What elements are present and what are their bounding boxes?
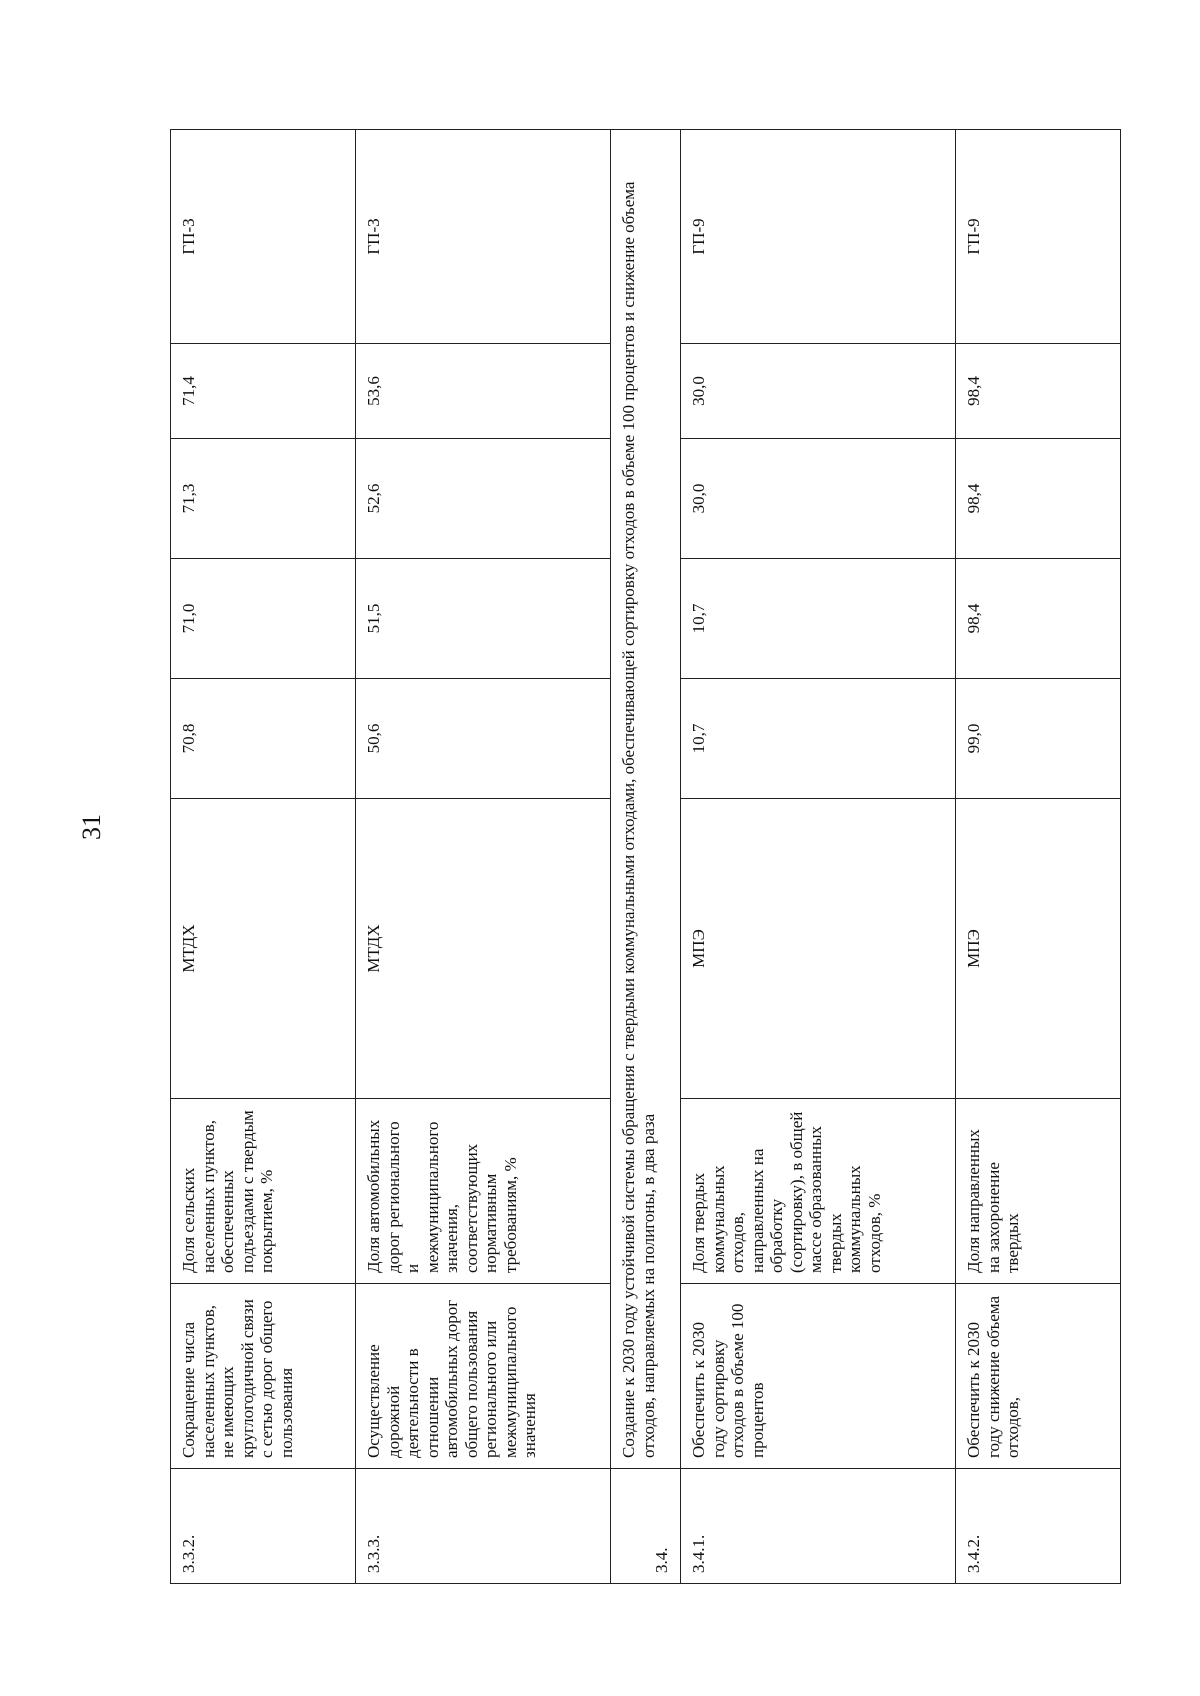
row-number: 3.4.: [611, 1469, 681, 1584]
task-cell: Обеспечить к 2030 году снижение объема отходов,: [956, 1284, 1121, 1469]
value-cell: 51,5: [356, 559, 611, 679]
org-cell: МТДХ: [171, 799, 356, 1099]
program-cell: ГП-9: [681, 130, 956, 344]
task-cell: Осуществление дорожной деятельности в отношении автомобильных дорог общего пользования регионального или межмуниципального значения: [356, 1284, 611, 1469]
org-cell: МТДХ: [356, 799, 611, 1099]
org-cell: МПЭ: [956, 799, 1121, 1099]
page-number: 31: [77, 814, 106, 840]
table-row: [681, 130, 956, 1584]
value-cell: 10,7: [681, 679, 956, 799]
value-cell: 70,8: [171, 679, 356, 799]
row-number: 3.3.2.: [171, 1469, 356, 1584]
row-number: 3.4.1.: [681, 1469, 956, 1584]
indicators-table: [170, 129, 1121, 1584]
value-cell: 99,0: [956, 679, 1121, 799]
indicator-cell: Доля твердых коммунальных отходов, направленных на обработку (сортировку), в общей массе образованных твердых коммунальных отходов, %: [681, 1099, 956, 1284]
value-cell: 71,0: [171, 559, 356, 679]
value-cell: 52,6: [356, 439, 611, 559]
value-cell: 53,6: [356, 344, 611, 439]
value-cell: 98,4: [956, 344, 1121, 439]
table-row: [956, 130, 1121, 1584]
value-cell: 30,0: [681, 439, 956, 559]
value-cell: 98,4: [956, 439, 1121, 559]
program-cell: ГП-9: [956, 130, 1121, 344]
row-number: 3.4.2.: [956, 1469, 1121, 1584]
rotated-table-container: [170, 130, 1120, 1584]
table-row: [356, 130, 611, 1584]
value-cell: 30,0: [681, 344, 956, 439]
indicator-cell: Доля автомобильных дорог регионального и межмуниципального значения, соответствующих нормативным требованиям, %: [356, 1099, 611, 1284]
table-row: [171, 130, 356, 1584]
value-cell: 71,3: [171, 439, 356, 559]
program-cell: ГП-3: [356, 130, 611, 344]
task-cell: Обеспечить к 2030 году сортировку отходов в объеме 100 процентов: [681, 1284, 956, 1469]
task-cell: Сокращение числа населенных пунктов, не имеющих круглогодичной связи с сетью дорог общего пользования: [171, 1284, 356, 1469]
value-cell: 10,7: [681, 559, 956, 679]
section-row: [611, 130, 681, 1584]
section-heading: Создание к 2030 году устойчивой системы обращения с твердыми коммунальными отходами, обеспечивающей сортировку отходов в объеме 100 процентов и снижение объема отходов, направляемых на полигоны, в два раза: [611, 130, 681, 1469]
row-number: 3.3.3.: [356, 1469, 611, 1584]
value-cell: 98,4: [956, 559, 1121, 679]
value-cell: 50,6: [356, 679, 611, 799]
indicator-cell: Доля сельских населенных пунктов, обеспеченных подъездами с твердым покрытием, %: [171, 1099, 356, 1284]
program-cell: ГП-3: [171, 130, 356, 344]
org-cell: МПЭ: [681, 799, 956, 1099]
indicator-cell: Доля направленных на захоронение твердых: [956, 1099, 1121, 1284]
value-cell: 71,4: [171, 344, 356, 439]
